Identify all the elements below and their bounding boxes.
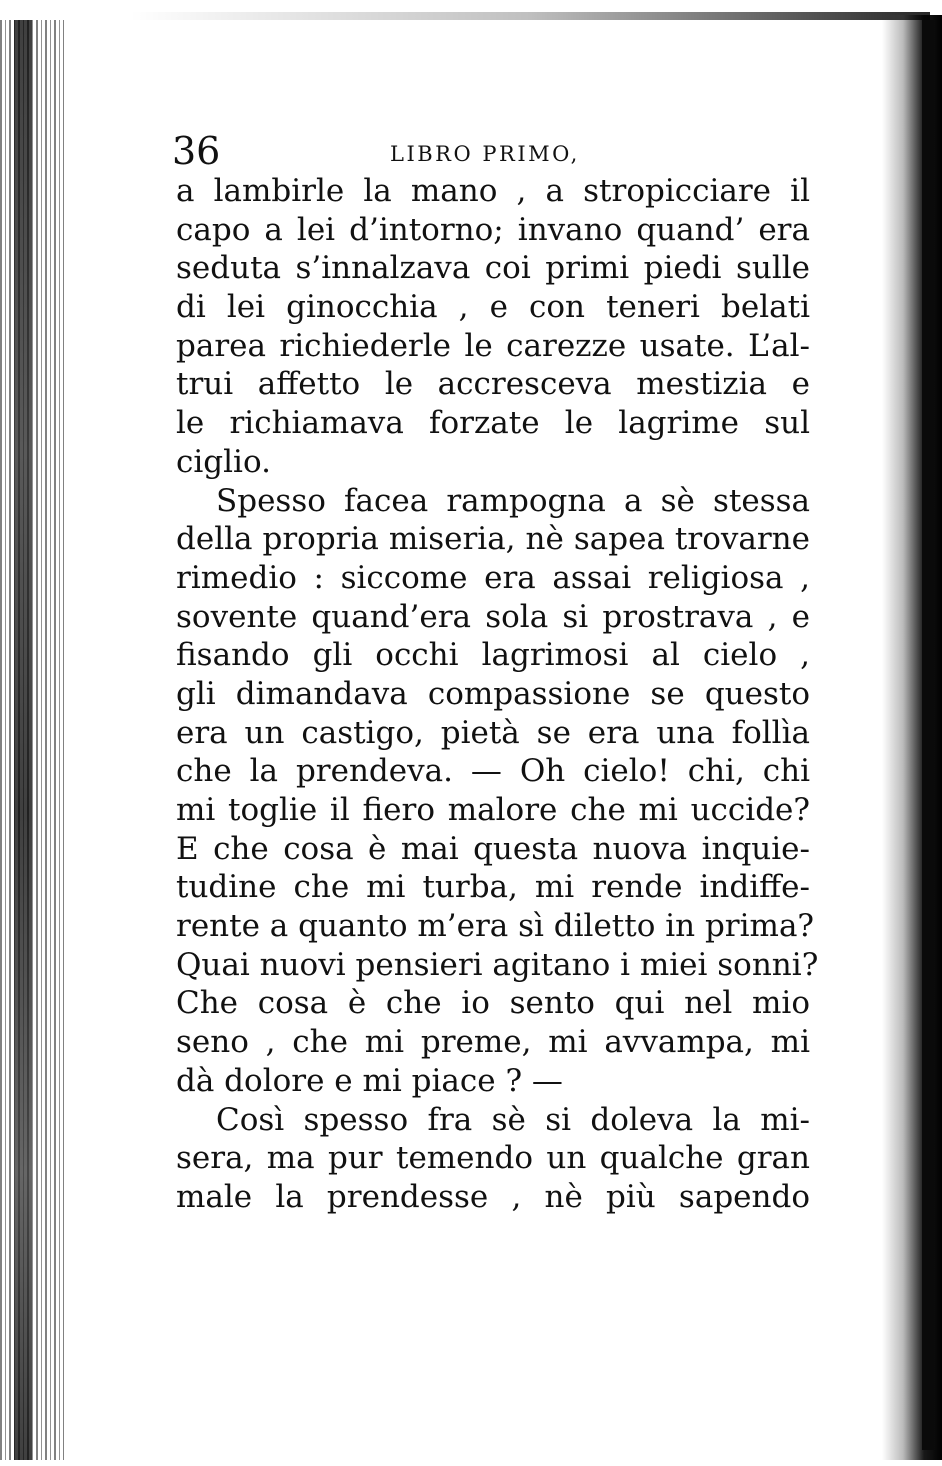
text-line: capo a lei d’intorno; invano quand’ era xyxy=(176,211,810,248)
top-edge-shadow xyxy=(130,12,930,20)
page-number: 36 xyxy=(172,129,221,173)
text-line: sovente quand’era sola si prostrava , e xyxy=(176,598,810,635)
right-edge-dark xyxy=(922,20,934,1450)
text-line: di lei ginocchia , e con teneri belati xyxy=(176,289,810,326)
text-line: le richiamava forzate le lagrime sul xyxy=(176,405,810,442)
binding-edge-shadow xyxy=(0,20,64,1460)
page-header xyxy=(172,128,812,174)
text-line: Che cosa è che io sento qui nel mio xyxy=(176,985,810,1022)
text-line: ciglio. xyxy=(176,443,271,480)
text-line: seno , che mi preme, mi avvampa, mi xyxy=(176,1024,810,1061)
text-line: male la prendesse , nè più sapendo xyxy=(176,1178,810,1215)
text-line: E che cosa è mai questa nuova inquie- xyxy=(176,830,810,867)
paragraph-start-line: Così spesso fra sè si doleva la mi- xyxy=(216,1101,810,1138)
text-line: parea richiederle le carezze usate. L’al- xyxy=(176,327,810,364)
text-line: era un castigo, pietà se era una follìa xyxy=(176,714,810,751)
text-line: fisando gli occhi lagrimosi al cielo , xyxy=(176,637,810,674)
text-line: mi toglie il fiero malore che mi uccide? xyxy=(176,792,810,828)
text-line: gli dimandava compassione se questo xyxy=(176,675,810,712)
text-line: tudine che mi turba, mi rende indiffe- xyxy=(176,869,810,906)
text-line: della propria miseria, nè sapea trovarne xyxy=(176,521,810,558)
binding-edge-dark xyxy=(14,20,32,1460)
running-head: LIBRO PRIMO, xyxy=(390,142,580,166)
text-line: seduta s’innalzava coi primi piedi sulle xyxy=(176,250,810,287)
text-line: dà dolore e mi piace ? — xyxy=(176,1062,563,1099)
text-line: che la prendeva. — Oh cielo! chi, chi xyxy=(176,753,810,790)
text-line: rente a quanto m’era sì diletto in prima? xyxy=(176,908,815,945)
body-text xyxy=(176,172,819,1217)
paragraph-start-line: Spesso facea rampogna a sè stessa xyxy=(216,482,810,519)
text-line: trui affetto le accresceva mestizia e xyxy=(176,366,810,403)
text-line: sera, ma pur temendo un qualche gran xyxy=(176,1140,810,1177)
text-line: Quai nuovi pensieri agitano i miei sonni? xyxy=(176,946,819,983)
text-line: a lambirle la mano , a stropicciare il xyxy=(176,173,810,209)
text-line: rimedio : siccome era assai religiosa , xyxy=(176,559,810,596)
